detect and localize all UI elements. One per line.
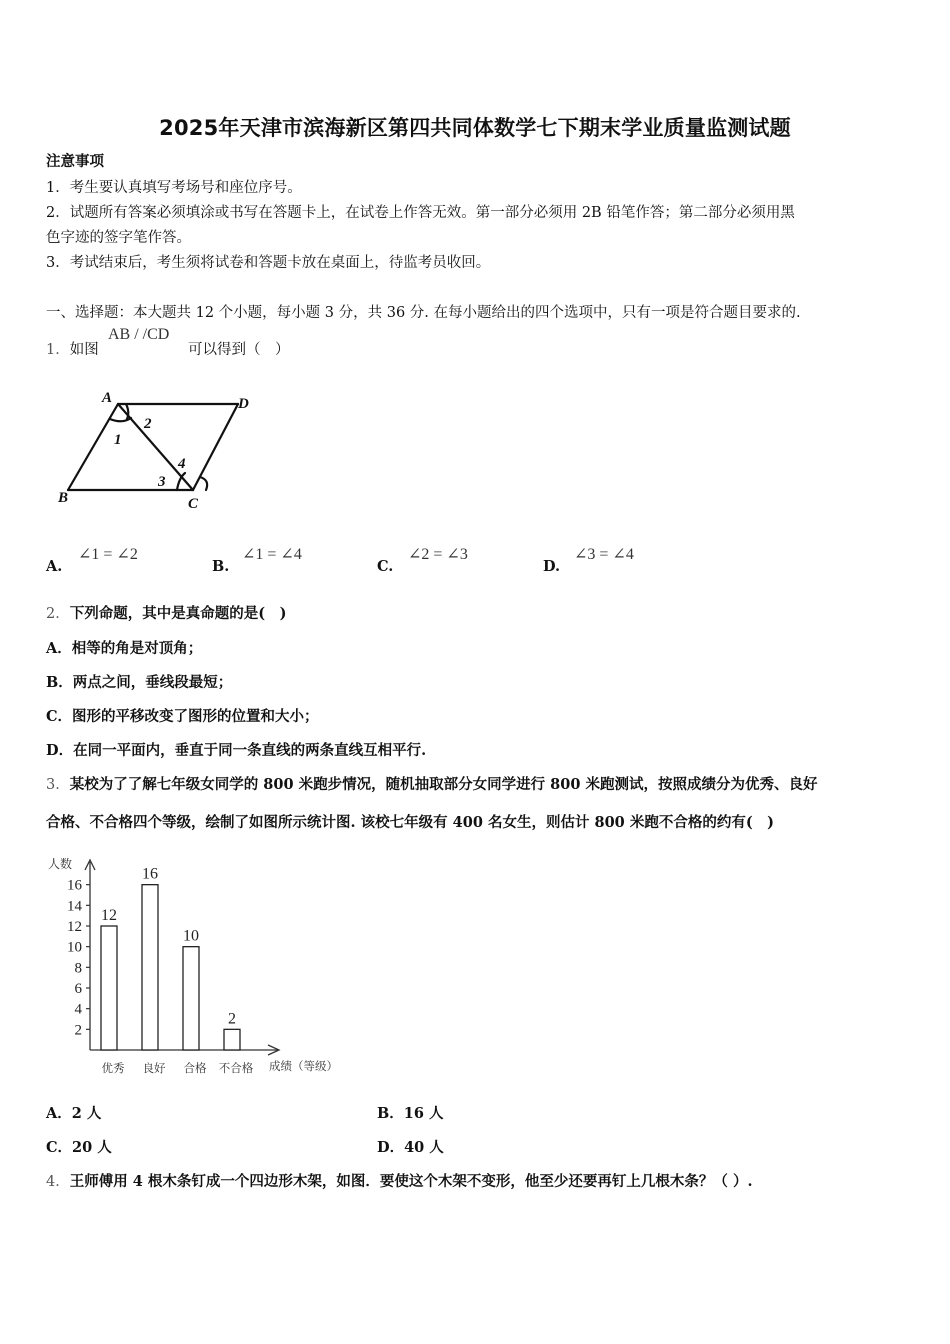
option-a bbox=[46, 639, 202, 659]
question-4 bbox=[46, 1172, 753, 1192]
notice-item: 色字迹的签字笔作答。 bbox=[46, 230, 191, 246]
x-category-label: 优秀 bbox=[101, 1063, 125, 1075]
section-heading: 一、选择题：本大题共 12 个小题，每小题 3 分，共 36 分. 在每小题给出的四个选项中，只有一项是符合题目要求的. bbox=[46, 305, 801, 321]
option-label: A． bbox=[46, 1105, 72, 1122]
vertex-label-c: C bbox=[188, 496, 199, 512]
question-number: 1． bbox=[46, 342, 70, 358]
option-c bbox=[46, 707, 319, 727]
question-text: 某校为了了解七年级女同学的 800 米跑步情况，随机抽取部分女同学进行 800 米跑测试，按照成绩分为优秀、良好 bbox=[69, 776, 818, 793]
x-category-label: 合格 bbox=[183, 1063, 207, 1075]
question-number: 2． bbox=[46, 606, 70, 622]
option-d bbox=[46, 741, 426, 761]
option-text: 2 人 bbox=[71, 1105, 102, 1122]
option-text: 相等的角是对顶角； bbox=[71, 640, 203, 657]
option-text: 在同一平面内，垂直于同一条直线的两条直线互相平行. bbox=[73, 742, 427, 759]
vertex-label-b: B bbox=[58, 490, 69, 506]
y-axis-label: 人数 bbox=[48, 857, 73, 871]
option-text: 20 人 bbox=[72, 1139, 112, 1156]
question-number: 3． bbox=[46, 777, 70, 793]
option-b bbox=[46, 673, 232, 693]
angle-label-4: 4 bbox=[178, 456, 186, 472]
question-text: 下列命题，其中是真命题的是( ) bbox=[69, 605, 287, 622]
option-c-formula: ∠2 = ∠3 bbox=[408, 546, 468, 563]
option-c bbox=[46, 1138, 112, 1158]
question-text: 如图 bbox=[69, 342, 99, 358]
y-tick-label: 4 bbox=[74, 1001, 82, 1018]
question-1 bbox=[46, 340, 99, 360]
bar-value-label: 2 bbox=[228, 1010, 236, 1028]
option-a-formula: ∠1 = ∠2 bbox=[78, 546, 138, 563]
option-label: C． bbox=[46, 1139, 73, 1156]
option-text: 图形的平移改变了图形的位置和大小； bbox=[72, 708, 319, 725]
angle-label-3: 3 bbox=[158, 474, 166, 490]
option-text: 40 人 bbox=[404, 1139, 444, 1156]
notice-item: 2．试题所有答案必须填涂或书写在答题卡上，在试卷上作答无效。第一部分必须用 2B 铅笔作答；第二部分必须用黑 bbox=[46, 205, 795, 221]
parallelogram-figure bbox=[50, 382, 270, 512]
question-text: 合格、不合格四个等级，绘制了如图所示统计图. 该校七年级有 400 名女生，则估计 800 米跑不合格的约有( ) bbox=[46, 814, 775, 831]
option-label: A． bbox=[46, 640, 72, 657]
page-title: 2025年天津市滨海新区第四共同体数学七下期末学业质量监测试题 bbox=[159, 116, 791, 140]
option-c-label: C. bbox=[377, 558, 394, 575]
x-category-label: 不合格 bbox=[218, 1063, 254, 1075]
option-d-label: D. bbox=[543, 558, 561, 575]
notice-item: 3．考试结束后，考生须将试卷和答题卡放在桌面上，待监考员收回。 bbox=[46, 255, 491, 271]
question-formula: AB / /CD bbox=[108, 326, 170, 343]
bar bbox=[101, 926, 117, 1050]
angle-label-2: 2 bbox=[144, 416, 152, 432]
option-b-label: B. bbox=[212, 558, 230, 575]
question-number: 4． bbox=[46, 1174, 70, 1190]
x-category-label: 良好 bbox=[142, 1063, 166, 1075]
option-a bbox=[46, 1104, 101, 1124]
bar-value-label: 16 bbox=[142, 865, 158, 883]
bar-chart bbox=[40, 852, 360, 1084]
option-d-formula: ∠3 = ∠4 bbox=[574, 546, 634, 563]
option-d bbox=[377, 1138, 444, 1158]
y-tick-label: 2 bbox=[74, 1022, 82, 1039]
notice-item: 1．考生要认真填写考场号和座位序号。 bbox=[46, 180, 302, 196]
option-b-formula: ∠1 = ∠4 bbox=[242, 546, 302, 563]
option-text: 两点之间，垂线段最短； bbox=[72, 674, 233, 691]
option-label: C． bbox=[46, 708, 73, 725]
option-a-label: A. bbox=[46, 558, 63, 575]
angle-label-1: 1 bbox=[114, 432, 122, 448]
vertex-label-a: A bbox=[102, 390, 113, 406]
bar bbox=[224, 1029, 240, 1050]
question-text: 王师傅用 4 根木条钉成一个四边形木架，如图．要使这个木架不变形，他至少还要再钉上几根木条？（ ）. bbox=[69, 1173, 753, 1190]
question-2 bbox=[46, 604, 286, 624]
y-tick-label: 16 bbox=[67, 877, 82, 894]
x-axis-label: 成绩（等级） bbox=[269, 1061, 338, 1073]
y-tick-label: 10 bbox=[67, 939, 82, 956]
option-label: D． bbox=[377, 1139, 405, 1156]
y-tick-label: 12 bbox=[67, 919, 82, 935]
option-b bbox=[377, 1104, 444, 1124]
notice-heading: 注意事项 bbox=[46, 153, 104, 170]
bar bbox=[142, 885, 158, 1050]
option-label: D． bbox=[46, 742, 74, 759]
option-label: B． bbox=[377, 1105, 404, 1122]
y-tick-label: 14 bbox=[67, 898, 82, 915]
vertex-label-d: D bbox=[238, 396, 249, 412]
bar bbox=[183, 947, 199, 1050]
y-tick-label: 6 bbox=[74, 981, 82, 997]
bar-value-label: 10 bbox=[183, 927, 199, 945]
option-label: B． bbox=[46, 674, 73, 691]
y-tick-label: 8 bbox=[74, 960, 82, 977]
option-text: 16 人 bbox=[403, 1105, 444, 1122]
bar-value-label: 12 bbox=[101, 907, 117, 924]
question-text: 可以得到（ ） bbox=[188, 342, 290, 358]
question-3 bbox=[46, 775, 817, 795]
